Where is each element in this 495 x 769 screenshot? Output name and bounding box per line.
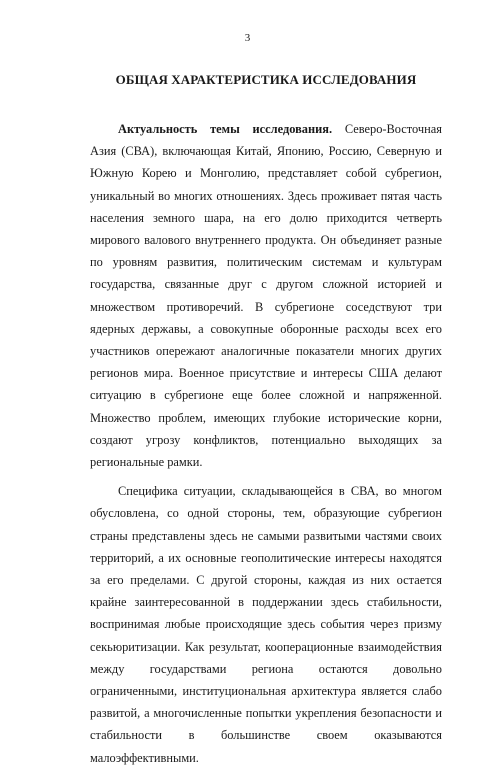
paragraph-lead: Актуальность темы исследования.	[118, 122, 333, 136]
paragraph-text: Специфика ситуации, складывающейся в СВА, во многом обусловлена, со одной стороны, тем, образующие субрегион страны представлены здесь не самыми развитыми частями своих территорий, а их основные геополитические интересы находятся за его пределами. С другой стороны, каждая из них остается крайне заинтересованной в поддержании здесь стабильности, воспринимая любые происходящие здесь события через призму секьюритизации. Как результат, кооперационные взаимодействия между государствами региона остаются довольно ограниченными, институциональная архитектура является слабо развитой, а многочисленные попытки укрепления безопасности и стабильности в большинстве своем оказываются малоэффективными.	[90, 484, 442, 765]
paragraph-specifics	[90, 480, 442, 769]
body-text	[90, 118, 442, 769]
page-number: 3	[244, 32, 251, 44]
paragraph-text: Северо-Восточная Азия (СВА), включающая Китай, Японию, Россию, Северную и Южную Корею и Монголию, представляет собой субрегион, уникальный во многих отношениях. Здесь проживает пятая часть населения земного шара, на его долю приходится четверть мирового валового внутреннего продукта. Он объединяет разные по уровням развития, политическим системам и культурам государства, связанные друг с другом сложной историей и множеством противоречий. В субрегионе соседствуют три ядерных державы, а совокупные оборонные расходы всех его участников опережают аналогичные показатели многих других регионов мира. Военное присутствие и интересы США делают ситуацию в субрегионе еще более сложной и напряженной. Множество проблем, имеющих глубокие исторические корни, создают угрозу конфликтов, потенциально выходящих за региональные рамки.	[90, 122, 442, 470]
section-heading: ОБЩАЯ ХАРАКТЕРИСТИКА ИССЛЕДОВАНИЯ	[115, 72, 417, 87]
paragraph-relevance	[90, 118, 442, 473]
